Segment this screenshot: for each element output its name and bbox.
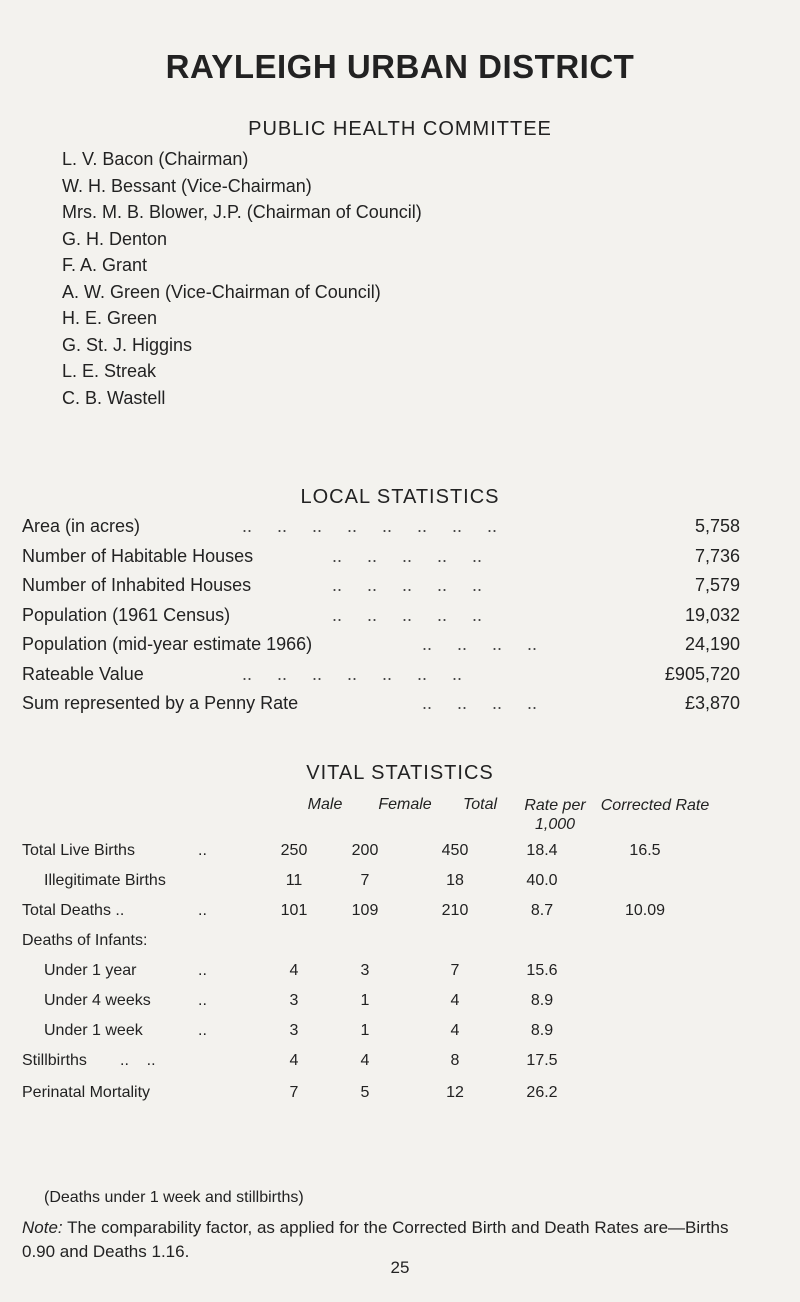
member-item: Mrs. M. B. Blower, J.P. (Chairman of Council): [62, 202, 422, 222]
stat-label: Number of Inhabited Houses: [22, 575, 252, 595]
stat-label: Population (mid-year estimate 1966): [22, 634, 313, 654]
vital-row-label: Deaths of Infants:: [22, 932, 148, 949]
stat-value: 19,032: [684, 604, 740, 625]
vital-cell-rate: 15.6: [526, 962, 558, 979]
member-item: A. W. Green (Vice-Chairman of Council): [62, 281, 381, 302]
vital-cell-male: 7: [289, 1084, 299, 1101]
local-statistics-heading: LOCAL STATISTICS: [300, 486, 500, 508]
member-item: G. St. J. Higgins: [62, 334, 193, 355]
stat-label: Sum represented by a Penny Rate: [22, 693, 299, 713]
member-item: C. B. Wastell: [62, 387, 166, 408]
vital-statistics-heading: VITAL STATISTICS: [306, 762, 494, 784]
vital-row-label: Under 1 week: [44, 1022, 143, 1039]
leader-dots: ..: [198, 992, 207, 1009]
stat-row: [22, 575, 740, 605]
leader-dots: .. .. .. .. ..: [332, 545, 483, 566]
column-header-female: Female: [378, 796, 432, 813]
vital-cell-total: 8: [450, 1052, 460, 1069]
committee-heading: PUBLIC HEALTH COMMITTEE: [248, 118, 552, 140]
leader-dots: .. .. .. .. ..: [332, 604, 483, 625]
vital-cell-male: 3: [289, 992, 299, 1009]
vital-cell-rate: 17.5: [526, 1052, 558, 1069]
leader-dots: .. .. .. .. ..: [332, 575, 483, 595]
member-item: H. E. Green: [62, 308, 158, 328]
leader-dots: .. .. .. .. .. .. .. ..: [242, 516, 498, 536]
leader-dots: ..: [198, 962, 207, 979]
leader-dots: .. ..: [120, 1052, 156, 1069]
stat-value: 7,579: [694, 575, 740, 595]
vital-cell-male: 101: [280, 902, 308, 919]
vital-cell-female: 1: [360, 1022, 370, 1039]
stat-label: Area (in acres): [22, 516, 141, 536]
leader-dots: .. .. .. .. .. .. ..: [242, 663, 463, 684]
vital-cell-female: 109: [351, 902, 379, 919]
vital-cell-male: 3: [289, 1022, 299, 1039]
vital-cell-male: 4: [289, 962, 299, 979]
note-paragraph: [22, 1216, 742, 1264]
vital-row-label: Total Deaths ..: [22, 902, 125, 919]
vital-cell-rate: 26.2: [526, 1084, 558, 1101]
vital-cell-female: 7: [360, 872, 370, 889]
stat-value: £3,870: [684, 693, 740, 713]
stat-row: [22, 634, 740, 664]
stat-row: [22, 693, 740, 723]
vital-row-label: Under 4 weeks: [44, 992, 151, 1009]
member-item: G. H. Denton: [62, 228, 168, 249]
vital-cell-female: 3: [360, 962, 370, 979]
member-item: L. E. Streak: [62, 361, 157, 381]
stat-row: [22, 605, 740, 635]
vital-cell-rate: 8.7: [530, 902, 554, 919]
column-header-corrected: Corrected Rate: [600, 797, 710, 814]
stat-label: Rateable Value: [22, 663, 144, 684]
vital-cell-total: 18: [446, 872, 464, 889]
leader-dots: .. .. .. ..: [422, 634, 538, 654]
vital-cell-total: 450: [441, 842, 469, 859]
stat-row: [22, 664, 740, 694]
local-statistics-table: [22, 516, 740, 723]
vital-cell-corrected: 16.5: [629, 842, 661, 859]
column-header-total: Total: [462, 796, 498, 813]
stat-label: Number of Habitable Houses: [22, 545, 254, 566]
vital-cell-female: 5: [360, 1084, 370, 1101]
vital-cell-male: 4: [289, 1052, 299, 1069]
note-label: Note:: [22, 1218, 63, 1237]
vital-cell-female: 4: [360, 1052, 370, 1069]
vital-cell-female: 1: [360, 992, 370, 1009]
perinatal-note: (Deaths under 1 week and stillbirths): [44, 1189, 304, 1206]
vital-cell-male: 250: [280, 842, 308, 859]
leader-dots: .. .. .. ..: [422, 693, 538, 713]
vital-cell-total: 4: [450, 1022, 460, 1039]
stat-value: £905,720: [664, 663, 740, 684]
vital-cell-male: 11: [285, 872, 303, 889]
page-number: 25: [390, 1258, 410, 1277]
vital-row-label: Stillbirths: [22, 1052, 87, 1069]
vital-cell-corrected: 10.09: [624, 902, 666, 919]
stat-row: [22, 516, 740, 546]
vital-cell-rate: 8.9: [530, 1022, 554, 1039]
stat-row: [22, 546, 740, 576]
member-item: W. H. Bessant (Vice-Chairman): [62, 175, 312, 196]
leader-dots: ..: [198, 842, 207, 859]
stat-value: 7,736: [694, 545, 740, 566]
vital-row-label: Perinatal Mortality: [22, 1084, 151, 1101]
member-item: F. A. Grant: [62, 255, 148, 275]
vital-cell-total: 7: [450, 962, 460, 979]
leader-dots: ..: [198, 902, 207, 919]
column-header-male: Male: [307, 796, 343, 813]
member-item: L. V. Bacon (Chairman): [62, 149, 249, 169]
vital-cell-rate: 40.0: [526, 872, 558, 889]
vital-cell-total: 4: [450, 992, 460, 1009]
stat-label: Population (1961 Census): [22, 604, 231, 625]
vital-cell-rate: 8.9: [530, 992, 554, 1009]
page-title: RAYLEIGH URBAN DISTRICT: [165, 48, 635, 85]
vital-row-label: Total Live Births: [22, 842, 135, 859]
leader-dots: ..: [198, 1022, 207, 1039]
vital-cell-rate: 18.4: [526, 842, 558, 859]
vital-cell-total: 12: [446, 1084, 464, 1101]
column-header-rate: Rate per 1,000: [524, 797, 586, 833]
stat-value: 5,758: [694, 516, 740, 536]
note-text: The comparability factor, as applied for the Corrected Birth and Death Rates are—Births 0.90 and Deaths 1.16.: [22, 1218, 729, 1261]
member-list: [62, 146, 422, 411]
stat-value: 24,190: [684, 634, 740, 654]
vital-row-label: Illegitimate Births: [44, 872, 166, 889]
vital-cell-female: 200: [351, 842, 379, 859]
vital-row-label: Under 1 year: [44, 962, 137, 979]
vital-cell-total: 210: [441, 902, 469, 919]
